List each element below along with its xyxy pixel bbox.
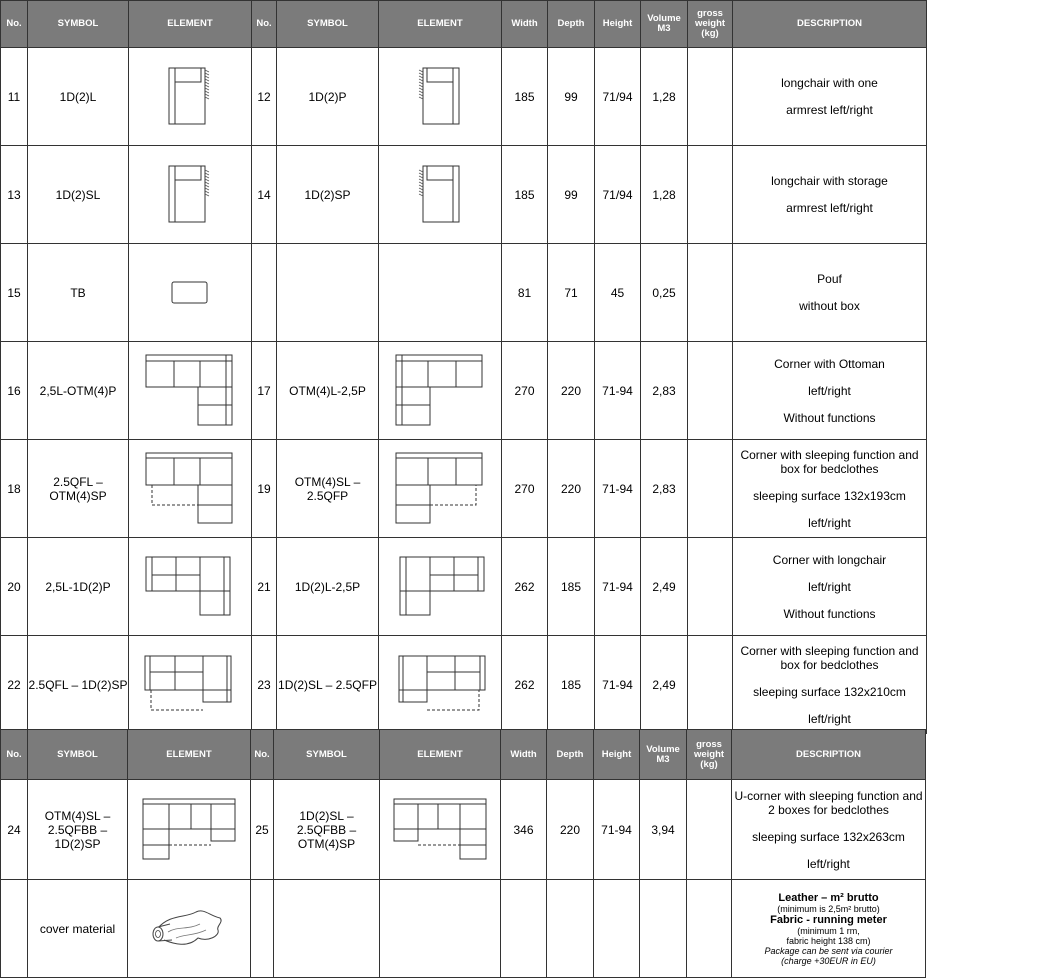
element-cell [380,780,501,880]
header-no: No. [1,730,28,780]
header-symbol: SYMBOL [28,1,129,48]
longchair-left-icon [165,66,215,128]
gross-weight-value [688,48,733,146]
height-value: 71-94 [595,440,641,538]
description-line: left/right [808,383,851,398]
empty-cell [547,880,594,978]
product-symbol: 1D(2)L-2,5P [277,538,379,636]
leather-note: (minimum is 2,5m² brutto) [777,903,880,914]
product-number: 18 [1,440,28,538]
product-symbol: 1D(2)SL [28,146,129,244]
longchair-storage-left-icon [165,164,215,226]
empty-cell [640,880,687,978]
pouf-icon [170,280,210,306]
longchair-storage-right-icon [415,164,465,226]
element-cell [379,538,502,636]
header-gross-weight: gross weight (kg) [688,1,733,48]
element-cell [129,48,252,146]
description-line: sleeping surface 132x263cm [752,829,905,844]
width-value: 81 [502,244,548,342]
empty-cell [594,880,640,978]
product-number: 15 [1,244,28,342]
gross-weight-value [688,636,733,734]
corner-sleeping-left-icon [394,451,486,527]
width-value: 185 [502,48,548,146]
product-symbol: 1D(2)SL – 2.5QFP [277,636,379,734]
description-line: Corner with sleeping function and box for bedclothes [740,643,919,672]
width-value: 346 [501,780,547,880]
description-line: without box [799,299,860,313]
product-row [1,636,927,734]
cover-material-row [1,880,926,978]
description-line: Without functions [783,606,876,621]
element-cell [129,244,252,342]
volume-value: 1,28 [641,48,688,146]
fabric-note: fabric height 138 cm) [786,935,871,946]
description-cell [733,538,927,636]
header-volume: Volume M3 [640,730,687,780]
u-corner-mirror-icon [392,797,488,863]
empty-cell [251,880,274,978]
product-number: 14 [252,146,277,244]
description-line: armrest left/right [786,103,873,117]
description-line: sleeping surface 132x210cm [753,684,906,699]
product-number: 13 [1,146,28,244]
height-value: 71/94 [595,48,641,146]
empty-cell [501,880,547,978]
description-line: U-corner with sleeping function and 2 boxes for bedclothes [734,788,923,817]
package-note: Package can be sent via courier [764,945,893,956]
product-number: 24 [1,780,28,880]
element-cell [129,538,252,636]
product-table-u-corner [0,729,926,978]
volume-value: 2,83 [641,440,688,538]
product-symbol: 2,5L-OTM(4)P [28,342,129,440]
fabric-roll-cell [128,880,251,978]
product-row [1,146,927,244]
corner-longchair-right-icon [144,555,236,619]
product-symbol: 2.5QFL – 1D(2)SP [28,636,129,734]
description-line: left/right [807,856,850,871]
corner-longchair-sleeping-left-icon [393,654,487,716]
product-number: 21 [252,538,277,636]
description-line: Pouf [817,272,842,286]
height-value: 71-94 [595,636,641,734]
description-cell [732,780,926,880]
u-corner-icon [141,797,237,863]
height-value: 45 [595,244,641,342]
description-cell [733,244,927,342]
depth-value: 99 [548,146,595,244]
product-row [1,244,927,342]
product-symbol: 1D(2)P [277,48,379,146]
depth-value: 185 [548,636,595,734]
product-number: 20 [1,538,28,636]
description-line: longchair with one [781,76,878,90]
element-cell [128,780,251,880]
product-number: 19 [252,440,277,538]
fabric-note: (minimum 1 rm, [797,925,860,936]
product-number: 22 [1,636,28,734]
description-line: left/right [808,515,851,530]
element-cell [129,636,252,734]
description-line: left/right [808,579,851,594]
product-symbol [277,244,379,342]
product-number: 16 [1,342,28,440]
element-cell [379,440,502,538]
cover-material-label: cover material [28,880,128,978]
header-gross-weight: gross weight (kg) [687,730,732,780]
height-value: 71/94 [595,146,641,244]
product-symbol: OTM(4)SL – 2.5QFP [277,440,379,538]
gross-weight-value [688,244,733,342]
header-row [1,730,926,780]
depth-value: 220 [547,780,594,880]
height-value: 71-94 [595,342,641,440]
element-cell [379,636,502,734]
fabric-pricing: Fabric - running meter [770,913,887,926]
width-value: 270 [502,342,548,440]
empty-cell [1,880,28,978]
description-cell [733,440,927,538]
description-cell [733,48,927,146]
header-symbol: SYMBOL [28,730,128,780]
element-cell [379,342,502,440]
width-value: 270 [502,440,548,538]
volume-value: 1,28 [641,146,688,244]
element-cell [379,48,502,146]
header-element: ELEMENT [129,1,252,48]
element-cell [129,342,252,440]
description-line: Corner with longchair [772,552,887,567]
product-symbol: 1D(2)SP [277,146,379,244]
corner-ottoman-left-icon [394,353,486,429]
header-width: Width [502,1,548,48]
description-cell [733,342,927,440]
header-description: DESCRIPTION [732,730,926,780]
gross-weight-value [687,780,732,880]
gross-weight-value [688,440,733,538]
description-line: Corner with Ottoman [774,356,885,371]
product-symbol: OTM(4)SL – 2.5QFBB – 1D(2)SP [28,780,128,880]
corner-sleeping-right-icon [144,451,236,527]
volume-value: 2,49 [641,538,688,636]
header-depth: Depth [548,1,595,48]
leather-pricing: Leather – m² brutto [778,891,879,904]
description-cell [733,636,927,734]
header-height: Height [595,1,641,48]
product-number: 25 [251,780,274,880]
product-row [1,48,927,146]
product-symbol: OTM(4)L-2,5P [277,342,379,440]
header-no: No. [251,730,274,780]
description-cell [733,146,927,244]
corner-longchair-left-icon [394,555,486,619]
product-number: 17 [252,342,277,440]
header-width: Width [501,730,547,780]
description-line: armrest left/right [786,201,873,215]
empty-cell [380,880,501,978]
header-no: No. [1,1,28,48]
product-row [1,342,927,440]
product-number: 23 [252,636,277,734]
width-value: 262 [502,636,548,734]
header-volume: Volume M3 [641,1,688,48]
product-symbol: 2,5L-1D(2)P [28,538,129,636]
header-symbol: SYMBOL [277,1,379,48]
element-cell [129,146,252,244]
corner-longchair-sleeping-right-icon [143,654,237,716]
product-number: 11 [1,48,28,146]
empty-cell [687,880,732,978]
header-no: No. [252,1,277,48]
product-row [1,538,927,636]
description-line: Without functions [783,410,876,425]
header-description: DESCRIPTION [733,1,927,48]
product-number [252,244,277,342]
cover-description [732,880,926,978]
header-element: ELEMENT [380,730,501,780]
volume-value: 2,83 [641,342,688,440]
header-row [1,1,927,48]
volume-value: 3,94 [640,780,687,880]
height-value: 71-94 [594,780,640,880]
package-note: (charge +30EUR in EU) [781,955,876,966]
depth-value: 220 [548,342,595,440]
fabric-roll-icon [148,904,230,954]
product-row [1,780,926,880]
product-symbol: 1D(2)SL – 2.5QFBB – OTM(4)SP [274,780,380,880]
description-line: Corner with sleeping function and box for bedclothes [740,447,919,476]
gross-weight-value [688,538,733,636]
element-cell [379,244,502,342]
product-symbol: TB [28,244,129,342]
gross-weight-value [688,342,733,440]
corner-ottoman-right-icon [144,353,236,429]
product-symbol: 2.5QFL – OTM(4)SP [28,440,129,538]
depth-value: 99 [548,48,595,146]
description-line: sleeping surface 132x193cm [753,488,906,503]
empty-cell [274,880,380,978]
volume-value: 0,25 [641,244,688,342]
element-cell [379,146,502,244]
description-line: longchair with storage [771,174,888,188]
description-line: left/right [808,711,851,726]
height-value: 71-94 [595,538,641,636]
header-depth: Depth [547,730,594,780]
header-element: ELEMENT [128,730,251,780]
product-row [1,440,927,538]
depth-value: 185 [548,538,595,636]
longchair-right-icon [415,66,465,128]
header-element: ELEMENT [379,1,502,48]
volume-value: 2,49 [641,636,688,734]
header-height: Height [594,730,640,780]
header-symbol: SYMBOL [274,730,380,780]
depth-value: 220 [548,440,595,538]
element-cell [129,440,252,538]
product-number: 12 [252,48,277,146]
product-symbol: 1D(2)L [28,48,129,146]
width-value: 262 [502,538,548,636]
depth-value: 71 [548,244,595,342]
gross-weight-value [688,146,733,244]
width-value: 185 [502,146,548,244]
